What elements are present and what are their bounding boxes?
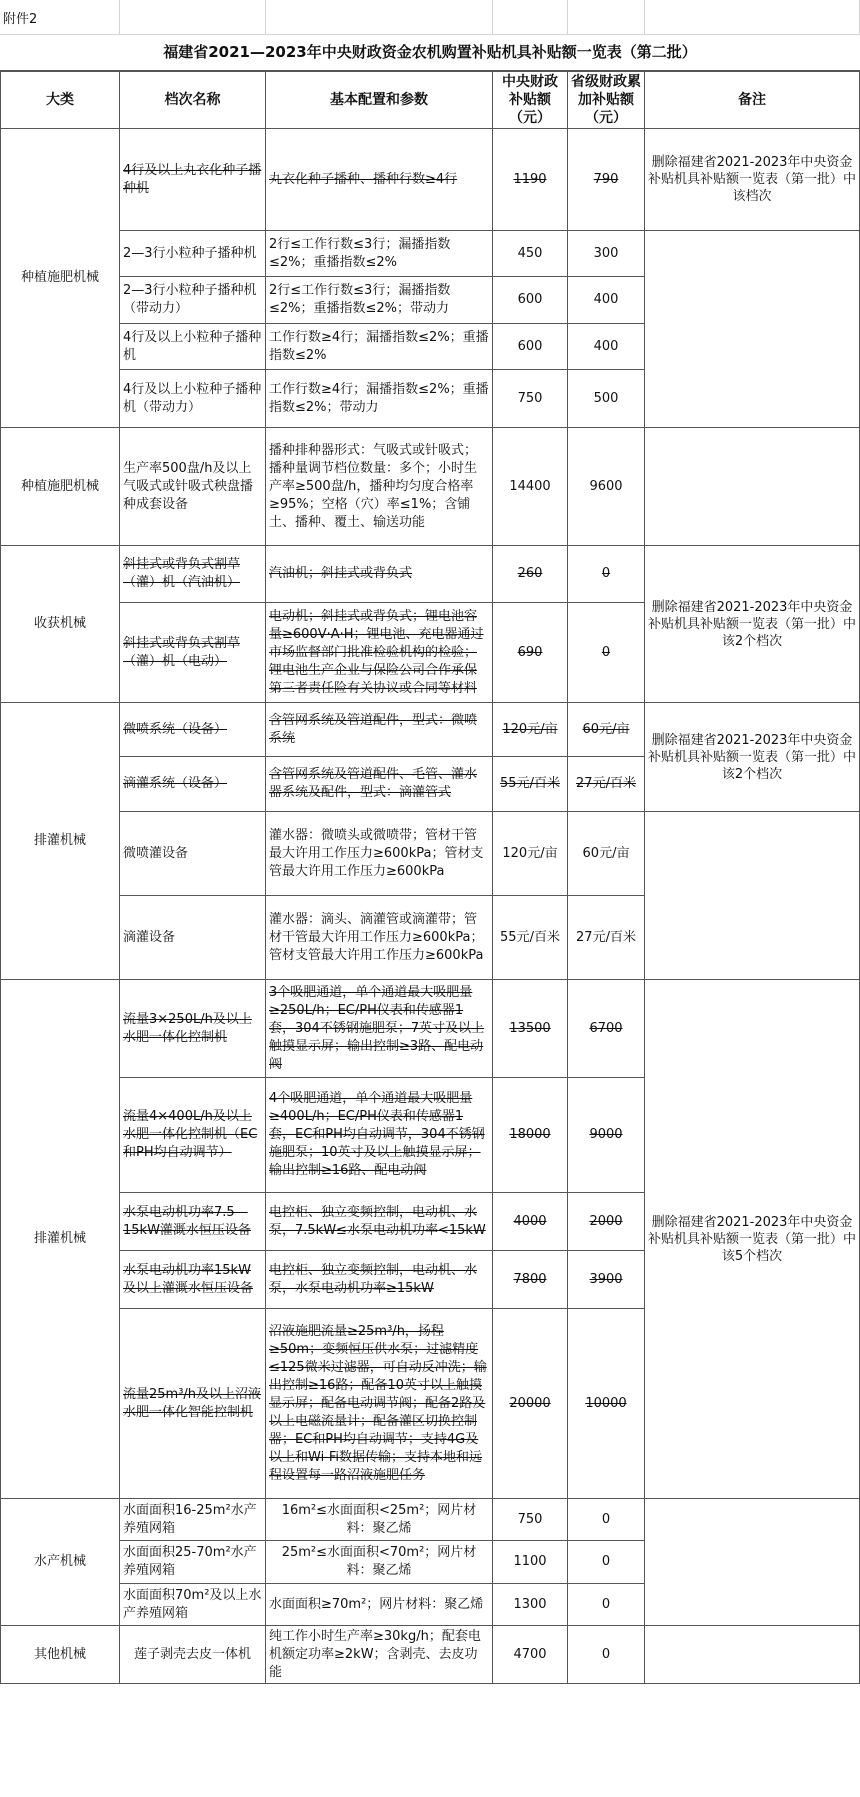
table-row [1,703,860,757]
config-cell: 水面面积≥70m²；网片材料：聚乙烯 [266,1584,493,1626]
note-cell [645,812,860,980]
grade-cell: 2—3行小粒种子播种机（带动力） [120,277,266,324]
provincial-cell: 790 [568,129,645,231]
note-cell: 删除福建省2021-2023年中央资金补贴机具补贴额一览表（第一批）中该2个档次 [645,703,860,812]
provincial-cell: 27元/百米 [568,757,645,812]
provincial-cell: 0 [568,1584,645,1626]
category-cell: 排灌机械 [1,703,120,980]
config-cell: 电控柜、独立变频控制，电动机、水泵，水泵电动机功率≥15kW [266,1251,493,1309]
provincial-cell: 0 [568,1499,645,1541]
central-cell: 690 [493,603,568,703]
annex-label: 附件2 [3,12,38,27]
grade-cell: 斜挂式或背负式割草（灌）机（电动） [120,603,266,703]
note-cell [645,1626,860,1684]
config-cell: 含管网系统及管道配件，型式：微喷系统 [266,703,493,757]
category-cell: 收获机械 [1,546,120,703]
grade-cell: 4行及以上小粒种子播种机 [120,324,266,370]
grid-line [265,0,266,34]
note-cell [645,1499,860,1626]
annex-row [0,0,860,34]
config-cell: 播种排种器形式：气吸式或针吸式；播种量调节档位数量：多个；小时生产率≥500盘/h，播种均匀度合格率≥95%；空格（穴）率≤1%；含铺土、播种、覆土、输送功能 [266,428,493,546]
grid-line [567,0,568,34]
central-cell: 450 [493,231,568,277]
grade-cell: 水泵电动机功率7.5—15kW灌溉水恒压设备 [120,1193,266,1251]
provincial-cell: 60元/亩 [568,703,645,757]
config-cell: 沼液施肥流量≥25m³/h，扬程≥50m；变频恒压供水泵；过滤精度≤125微米过滤器，可自动反冲洗；输出控制≥16路；配备10英寸以上触摸显示屏；配备电动调节阀；配备2路及以上电磁流量计；配备灌区切换控制器；EC和PH均自动调节；支持4G及以上和Wi-Fi数据传输；支持本地和远程设置每一路沼液施肥任务 [266,1309,493,1499]
central-cell: 750 [493,370,568,428]
header-grade: 档次名称 [120,72,266,129]
central-cell: 600 [493,277,568,324]
note-cell [645,428,860,546]
config-cell: 3个吸肥通道，单个通道最大吸肥量≥250L/h；EC/PH仪表和传感器1套，304不锈钢施肥泵；7英寸及以上触摸显示屏；输出控制≥3路、配电动阀 [266,980,493,1078]
table-row [1,980,860,1078]
header-config: 基本配置和参数 [266,72,493,129]
config-cell: 2行≤工作行数≤3行；漏播指数≤2%；重播指数≤2%；带动力 [266,277,493,324]
header-note: 备注 [645,72,860,129]
provincial-cell: 10000 [568,1309,645,1499]
config-cell: 汽油机；斜挂式或背负式 [266,546,493,603]
header-central: 中央财政补贴额（元） [493,72,568,129]
table-title: 福建省2021—2023年中央财政资金农机购置补贴机具补贴额一览表（第二批） [0,34,860,71]
config-cell: 电动机；斜挂式或背负式；锂电池容量≥600V·A·H；锂电池、充电器通过市场监督部门批准检验机构的检验；锂电池生产企业与保险公司合作承保第三者责任险有关协议或合同等材料 [266,603,493,703]
config-cell: 电控柜、独立变频控制，电动机、水泵，7.5kW≤水泵电动机功率<15kW [266,1193,493,1251]
grade-cell: 4行及以上小粒种子播种机（带动力） [120,370,266,428]
central-cell: 1300 [493,1584,568,1626]
note-cell: 删除福建省2021-2023年中央资金补贴机具补贴额一览表（第一批）中该2个档次 [645,546,860,703]
note-cell: 删除福建省2021-2023年中央资金补贴机具补贴额一览表（第一批）中该5个档次 [645,980,860,1499]
provincial-cell: 6700 [568,980,645,1078]
provincial-cell: 9600 [568,428,645,546]
provincial-cell: 27元/百米 [568,896,645,980]
table-row [1,231,860,277]
central-cell: 4700 [493,1626,568,1684]
central-cell: 4000 [493,1193,568,1251]
grade-cell: 微喷系统（设备） [120,703,266,757]
provincial-cell: 3900 [568,1251,645,1309]
config-cell: 16m²≤水面面积<25m²；网片材料：聚乙烯 [266,1499,493,1541]
table-row [1,1626,860,1684]
grade-cell: 水泵电动机功率15kW及以上灌溉水恒压设备 [120,1251,266,1309]
config-cell: 工作行数≥4行；漏播指数≤2%；重播指数≤2% [266,324,493,370]
provincial-cell: 2000 [568,1193,645,1251]
category-cell: 其他机械 [1,1626,120,1684]
grade-cell: 莲子剥壳去皮一体机 [120,1626,266,1684]
table-row [1,428,860,546]
header-provincial: 省级财政累加补贴额（元） [568,72,645,129]
grade-cell: 2—3行小粒种子播种机 [120,231,266,277]
table-row [1,546,860,603]
config-cell: 25m²≤水面面积<70m²；网片材料：聚乙烯 [266,1541,493,1584]
table-row [1,812,860,896]
central-cell: 20000 [493,1309,568,1499]
config-cell: 含管网系统及管道配件、毛管、灌水器系统及配件，型式：滴灌管式 [266,757,493,812]
provincial-cell: 0 [568,603,645,703]
header-category: 大类 [1,72,120,129]
grade-cell: 水面面积25-70m²水产养殖网箱 [120,1541,266,1584]
provincial-cell: 9000 [568,1078,645,1193]
grade-cell: 流量3×250L/h及以上水肥一体化控制机 [120,980,266,1078]
subsidy-table [0,71,860,1684]
central-cell: 1190 [493,129,568,231]
grade-cell: 水面面积70m²及以上水产养殖网箱 [120,1584,266,1626]
central-cell: 55元/百米 [493,896,568,980]
table-row [1,129,860,231]
config-cell: 灌水器：滴头、滴灌管或滴灌带；管材干管最大许用工作压力≥600kPa；管材支管最大许用工作压力≥600kPa [266,896,493,980]
config-cell: 2行≤工作行数≤3行；漏播指数≤2%；重播指数≤2% [266,231,493,277]
config-cell: 工作行数≥4行；漏播指数≤2%；重播指数≤2%；带动力 [266,370,493,428]
central-cell: 7800 [493,1251,568,1309]
config-cell: 4个吸肥通道，单个通道最大吸肥量≥400L/h；EC/PH仪表和传感器1套，EC和PH均自动调节，304不锈钢施肥泵；10英寸及以上触摸显示屏；输出控制≥16路、配电动阀 [266,1078,493,1193]
central-cell: 55元/百米 [493,757,568,812]
grid-line [644,0,645,34]
note-cell: 删除福建省2021-2023年中央资金补贴机具补贴额一览表（第一批）中该档次 [645,129,860,231]
central-cell: 750 [493,1499,568,1541]
provincial-cell: 0 [568,1541,645,1584]
grade-cell: 滴灌设备 [120,896,266,980]
central-cell: 13500 [493,980,568,1078]
config-cell: 纯工作小时生产率≥30kg/h；配套电机额定功率≥2kW；含剥壳、去皮功能 [266,1626,493,1684]
category-cell: 水产机械 [1,1499,120,1626]
provincial-cell: 0 [568,546,645,603]
central-cell: 1100 [493,1541,568,1584]
provincial-cell: 400 [568,324,645,370]
provincial-cell: 60元/亩 [568,812,645,896]
grid-line [119,0,120,34]
config-cell: 丸衣化种子播种、播种行数≥4行 [266,129,493,231]
grade-cell: 流量4×400L/h及以上水肥一体化控制机（EC和PH均自动调节） [120,1078,266,1193]
category-cell: 排灌机械 [1,980,120,1499]
central-cell: 600 [493,324,568,370]
category-cell: 种植施肥机械 [1,129,120,428]
grade-cell: 4行及以上丸衣化种子播种机 [120,129,266,231]
central-cell: 120元/亩 [493,703,568,757]
grade-cell: 生产率500盘/h及以上气吸式或针吸式秧盘播种成套设备 [120,428,266,546]
central-cell: 14400 [493,428,568,546]
grade-cell: 水面面积16-25m²水产养殖网箱 [120,1499,266,1541]
category-cell: 种植施肥机械 [1,428,120,546]
table-row [1,1499,860,1541]
note-cell [645,231,860,428]
central-cell: 18000 [493,1078,568,1193]
provincial-cell: 500 [568,370,645,428]
grade-cell: 斜挂式或背负式割草（灌）机（汽油机） [120,546,266,603]
grade-cell: 流量25m³/h及以上沼液水肥一体化智能控制机 [120,1309,266,1499]
grade-cell: 微喷灌设备 [120,812,266,896]
provincial-cell: 300 [568,231,645,277]
provincial-cell: 400 [568,277,645,324]
config-cell: 灌水器：微喷头或微喷带；管材干管最大许用工作压力≥600kPa；管材支管最大许用工作压力≥600kPa [266,812,493,896]
central-cell: 260 [493,546,568,603]
grid-line [492,0,493,34]
grade-cell: 滴灌系统（设备） [120,757,266,812]
provincial-cell: 0 [568,1626,645,1684]
central-cell: 120元/亩 [493,812,568,896]
header-row [1,72,860,129]
